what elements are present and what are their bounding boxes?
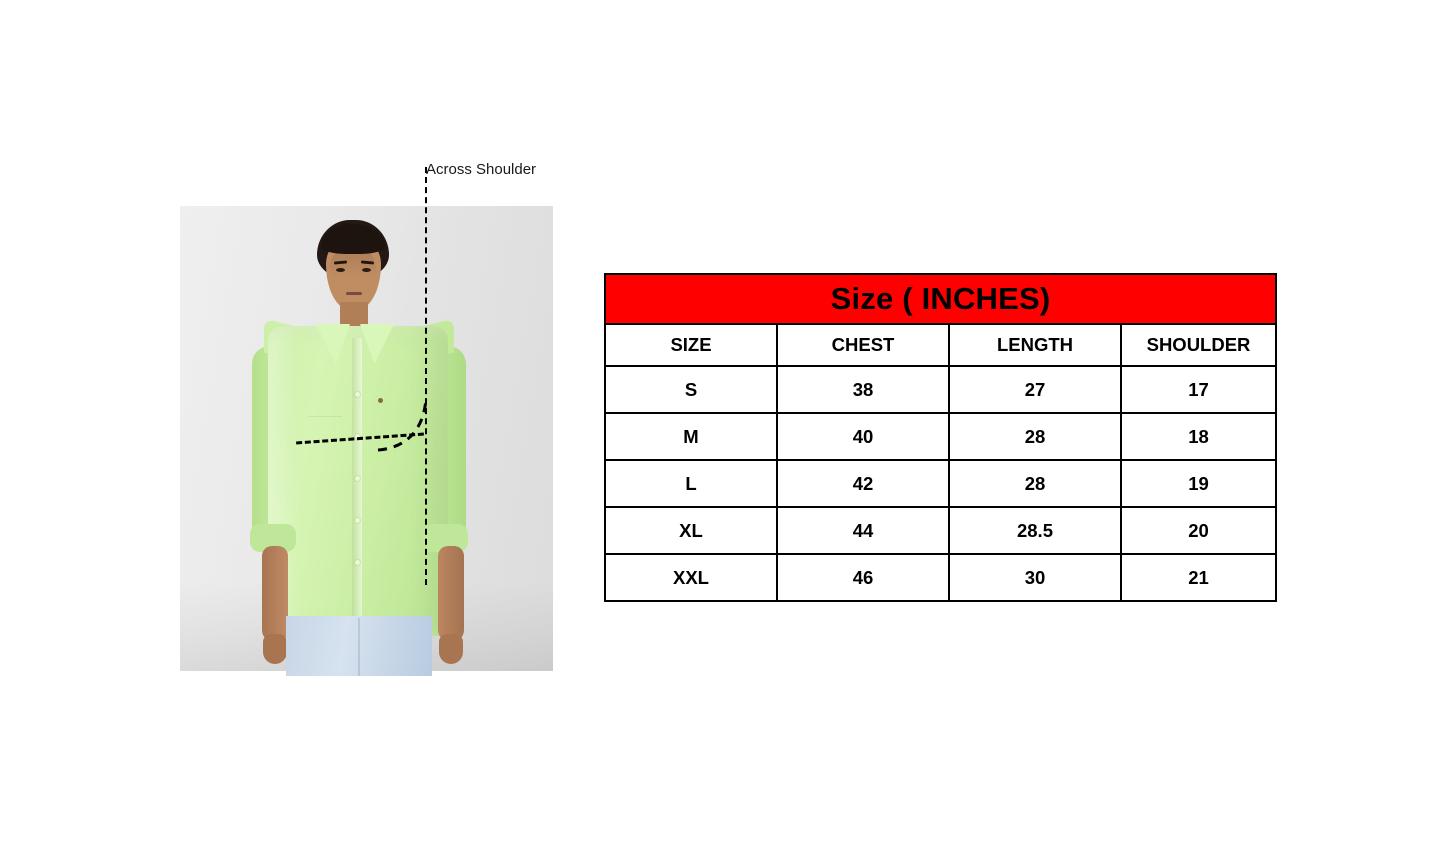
across-shoulder-label: Across Shoulder: [426, 161, 537, 178]
product-photo-panel: [180, 161, 553, 671]
cell-shoulder: 18: [1121, 413, 1276, 460]
jeans-seam: [358, 618, 360, 676]
cell-size: XL: [605, 507, 777, 554]
forearm-right: [438, 546, 464, 642]
cell-chest: 46: [777, 554, 949, 601]
across-shoulder-guideline: [425, 167, 427, 585]
table-row: [605, 366, 1276, 413]
shirt-button: [355, 560, 360, 565]
cell-length: 30: [949, 554, 1121, 601]
mouth-shape: [346, 292, 362, 295]
eye-left: [336, 268, 345, 272]
shirt-button: [355, 392, 360, 397]
cell-length: 28.5: [949, 507, 1121, 554]
cell-size: M: [605, 413, 777, 460]
cell-shoulder: 17: [1121, 366, 1276, 413]
table-title-row: [605, 274, 1276, 324]
cell-shoulder: 19: [1121, 460, 1276, 507]
table-row: [605, 460, 1276, 507]
column-header-size: SIZE: [605, 324, 777, 366]
size-chart-title: Size ( INCHES): [605, 274, 1276, 324]
cell-size: L: [605, 460, 777, 507]
cell-shoulder: 21: [1121, 554, 1276, 601]
cell-size: S: [605, 366, 777, 413]
cell-size: XXL: [605, 554, 777, 601]
hand-left: [263, 634, 287, 664]
shirt-button: [355, 518, 360, 523]
shirt-placket: [352, 338, 362, 638]
column-header-chest: CHEST: [777, 324, 949, 366]
cell-chest: 40: [777, 413, 949, 460]
table-row: [605, 554, 1276, 601]
chest-guideline-curve: [376, 396, 432, 452]
table-row: [605, 507, 1276, 554]
cell-length: 28: [949, 413, 1121, 460]
eye-right: [362, 268, 371, 272]
table-row: [605, 413, 1276, 460]
size-chart: [604, 273, 1275, 602]
shirt-button: [355, 476, 360, 481]
column-header-shoulder: SHOULDER: [1121, 324, 1276, 366]
size-table: [604, 273, 1277, 602]
hand-right: [439, 634, 463, 664]
shirt-pocket: [308, 386, 342, 417]
cell-length: 28: [949, 460, 1121, 507]
cell-length: 27: [949, 366, 1121, 413]
cell-chest: 44: [777, 507, 949, 554]
cell-chest: 38: [777, 366, 949, 413]
cell-chest: 42: [777, 460, 949, 507]
column-header-length: LENGTH: [949, 324, 1121, 366]
forearm-left: [262, 546, 288, 642]
cell-shoulder: 20: [1121, 507, 1276, 554]
table-header-row: [605, 324, 1276, 366]
